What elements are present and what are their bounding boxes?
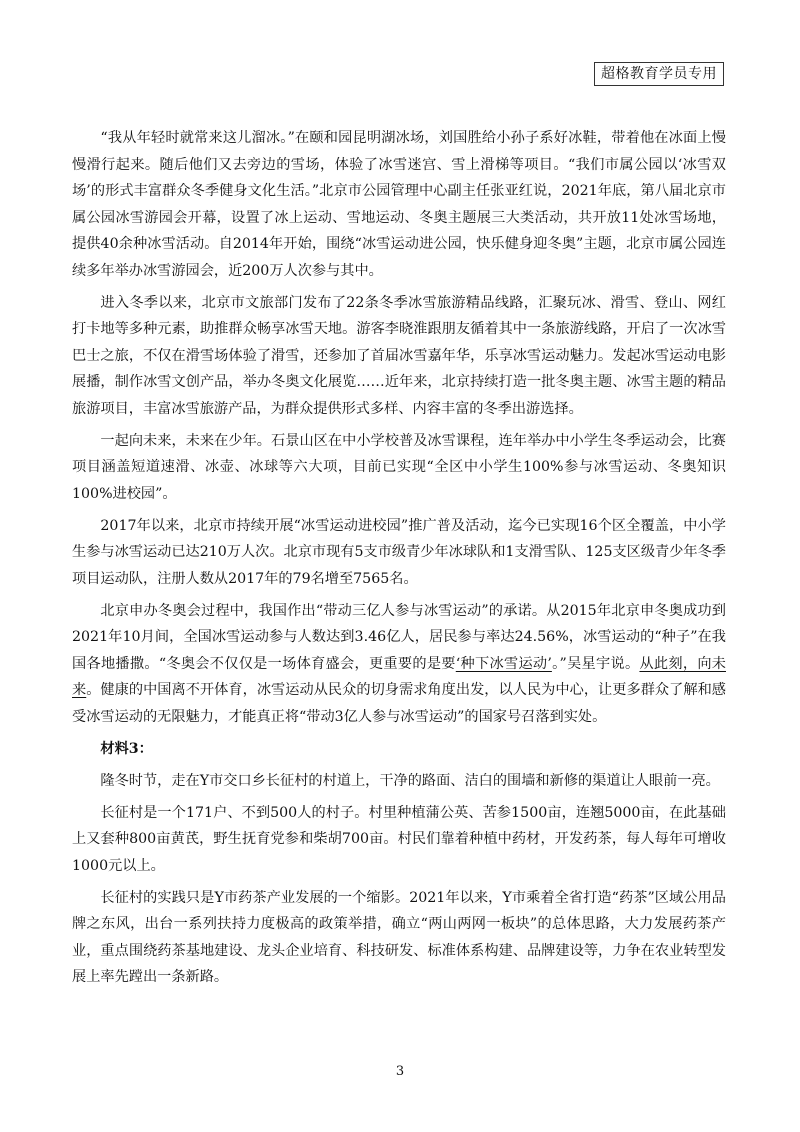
- section-heading: 材料3：: [100, 740, 153, 757]
- paragraph: 长征村的实践只是Y市药茶产业发展的一个缩影。2021年以来，Y市乘着全省打造“药茶”区域公用品牌之东风，出台一系列扶持力度极高的政策举措，确立“两山两网一板块”的总体思路，大力发展药茶产业，重点围绕药茶基地建设、龙头企业培育、科技研发、标准体系构建、品牌建设等，力争在农业转型发展上率先蹚出一条新路。: [72, 889, 726, 985]
- paragraph: 长征村是一个171户、不到500人的村子。村里种植蒲公英、苦参1500亩，连翘5000亩，在此基础上又套种800亩黄芪，野生抚育党参和柴胡700亩。村民们靠着种植中药材，开发药茶，每人每年可增收1000元以上。: [72, 804, 726, 874]
- page-number: 3: [395, 1064, 405, 1079]
- paragraph: 一起向未来，未来在少年。石景山区在中小学校普及冰雪课程，连年举办中小学生冬季运动会，比赛项目涵盖短道速滑、冰壶、冰球等六大项，目前已实现“全区中小学生100%参与冰雪运动、冬奥知识100%进校园”。: [72, 432, 726, 502]
- underlined-phrase: 从此刻，向未来: [72, 655, 726, 698]
- underlined-phrase: ‘种下冰雪运动’: [455, 655, 552, 672]
- paragraph: 隆冬时节，走在Y市交口乡长征村的村道上，干净的路面、洁白的围墙和新修的渠道让人眼前一亮。: [100, 772, 720, 789]
- paragraph: “我从年轻时就常来这儿溜冰。”在颐和园昆明湖冰场，刘国胜给小孙子系好冰鞋，带着他在冰面上慢慢滑行起来。随后他们又去旁边的雪场，体验了冰雪迷宫、雪上滑梯等项目。“我们市属公园以‘冰雪双场’的形式丰富群众冬季健身文化生活。”北京市公园管理中心副主任张亚红说，2021年底，第八届北京市属公园冰雪游园会开幕，设置了冰上运动、雪地运动、冬奥主题展三大类活动，共开放11处冰雪场地，提供40余种冰雪活动。自2014年开始，围绕“冰雪运动进公园，快乐健身迎冬奥”主题，北京市属公园连续多年举办冰雪游园会，近200万人次参与其中。: [72, 130, 726, 279]
- paragraph: 进入冬季以来，北京市文旅部门发布了22条冬季冰雪旅游精品线路，汇聚玩冰、滑雪、登山、网红打卡地等多种元素，助推群众畅享冰雪天地。游客李晓淮跟朋友循着其中一条旅游线路，开启了一次冰雪巴士之旅，不仅在滑雪场体验了滑雪，还参加了首届冰雪嘉年华，乐享冰雪运动魅力。发起冰雪运动电影展播，制作冰雪文创产品，举办冬奥文化展览……近年来，北京持续打造一批冬奥主题、冰雪主题的精品旅游项目，丰富冰雪旅游产品，为群众提供形式多样、内容丰富的冬季出游选择。: [72, 294, 726, 417]
- text-run: 。”吴星宇说。: [551, 655, 640, 672]
- text-run: 北京申办冬奥会过程中，我国作出“带动三亿人参与冰雪运动”的承诺。从2015年北京申冬奥成功到2021年10月间，全国冰雪运动参与人数达到3.46亿人，居民参与率达24.56%，冰雪运动的“种子”在我国各地播撒。“冬奥会不仅仅是一场体育盛会，更重要的是要: [72, 602, 726, 672]
- paragraph: 2017年以来，北京市持续开展“冰雪运动进校园”推广普及活动，迄今已实现16个区全覆盖，中小学生参与冰雪运动已达210万人次。北京市现有5支市级青少年冰球队和1支滑雪队、125支区级青少年冬季项目运动队，注册人数从2017年的79名增至7565名。: [72, 517, 726, 587]
- watermark-label: 超格教育学员专用: [594, 62, 724, 86]
- document-body: [72, 125, 726, 996]
- text-run: 。健康的中国离不开体育，冰雪运动从民众的切身需求角度出发，以人民为中心，让更多群众了解和感受冰雪运动的无限魅力，才能真正将“带动3亿人参与冰雪运动”的国家号召落到实处。: [72, 682, 726, 725]
- paragraph: [72, 598, 726, 731]
